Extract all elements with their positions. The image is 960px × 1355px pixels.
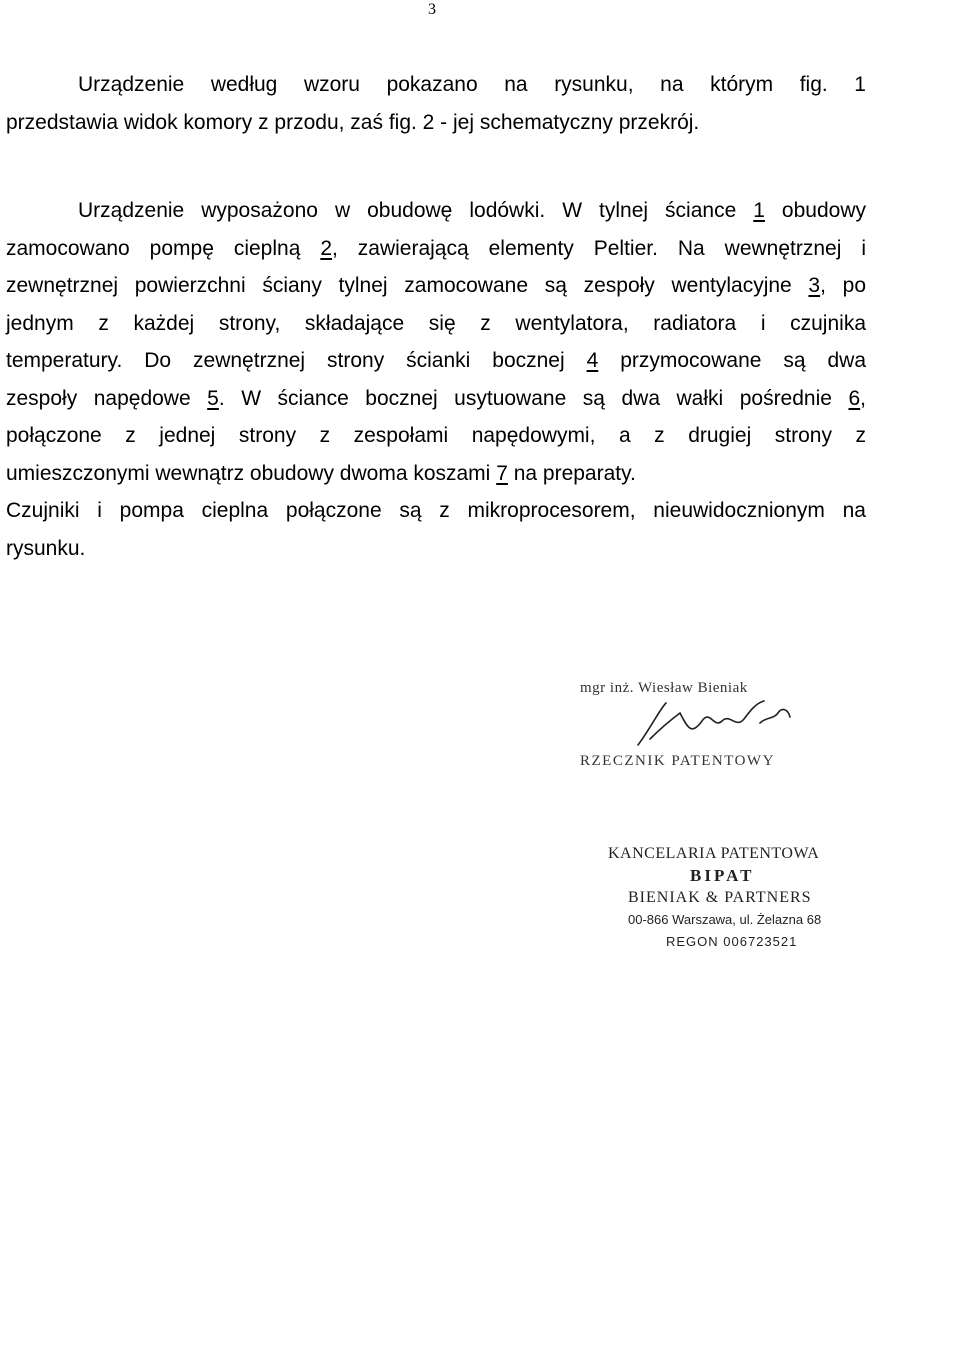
paragraph-line: połączone z jednej strony z zespołami napędowymi, a z drugiej strony z [6, 424, 866, 447]
text-segment: Urządzenie wyposażono w obudowę lodówki. W tylnej ściance [78, 199, 754, 222]
paragraph-line [6, 230, 866, 268]
text-segment: zespoły napędowe [6, 386, 208, 410]
reference-number: 7 [496, 461, 508, 485]
handwritten-signature [610, 699, 810, 747]
paragraph-line: jednym z każdej strony, składające się z wentylatora, radiatora i czujnika [6, 311, 866, 335]
stamp-line: KANCELARIA PATENTOWA [608, 845, 820, 862]
paragraph-line [6, 455, 866, 493]
paragraph-description [6, 192, 866, 567]
stamp-regon: REGON 006723521 [666, 934, 798, 949]
text-segment: przymocowane są dwa [598, 349, 866, 372]
paragraph-line [6, 342, 866, 380]
stamp-address: 00-866 Warszawa, ul. Żelazna 68 [628, 912, 822, 927]
reference-number: 1 [753, 199, 765, 222]
office-stamp [600, 843, 880, 953]
paragraph-line [6, 267, 866, 305]
paragraph-line: Czujniki i pompa cieplna połączone są z mikroprocesorem, nieuwidocznionym na [6, 499, 866, 522]
paragraph-line [6, 380, 866, 418]
text-segment: . W ściance bocznej usytuowane są dwa wałki pośrednie [218, 386, 849, 410]
text-segment: obudowy [764, 199, 866, 222]
text-segment: zamocowano pompę cieplną [6, 236, 321, 260]
paragraph-line: rysunku. [6, 536, 86, 560]
paragraph-line [6, 192, 866, 230]
stamp-line: BIENIAK & PARTNERS [628, 889, 812, 906]
signature-block [580, 680, 900, 770]
reference-number: 2 [320, 236, 332, 260]
signatory-name: mgr inż. Wiesław Bieniak [580, 680, 748, 696]
paragraph-line: przedstawia widok komory z przodu, zaś fig. 2 - jej schematyczny przekrój. [6, 110, 700, 134]
text-segment: , po [820, 274, 866, 297]
text-segment: temperatury. Do zewnętrznej strony ścianki bocznej [6, 349, 587, 372]
text-segment: umieszczonymi wewnątrz obudowy dwoma koszami [6, 461, 497, 485]
text-segment: zewnętrznej powierzchni ściany tylnej zamocowane są zespoły wentylacyjne [6, 274, 809, 297]
reference-number: 5 [207, 386, 219, 410]
text-segment: , zawierającą elementy Peltier. Na wewnętrznej i [332, 236, 866, 260]
text-segment: , [860, 386, 866, 410]
page-number: 3 [428, 1, 436, 18]
text-segment: na preparaty. [507, 461, 636, 485]
stamp-logo-text: BIPAT [690, 866, 755, 885]
signatory-title: RZECZNIK PATENTOWY [580, 753, 775, 769]
paragraph-figures [6, 66, 866, 141]
paragraph-line: Urządzenie według wzoru pokazano na rysunku, na którym fig. 1 [78, 73, 866, 96]
reference-number: 4 [586, 349, 599, 372]
reference-number: 3 [808, 274, 821, 297]
reference-number: 6 [848, 386, 861, 410]
